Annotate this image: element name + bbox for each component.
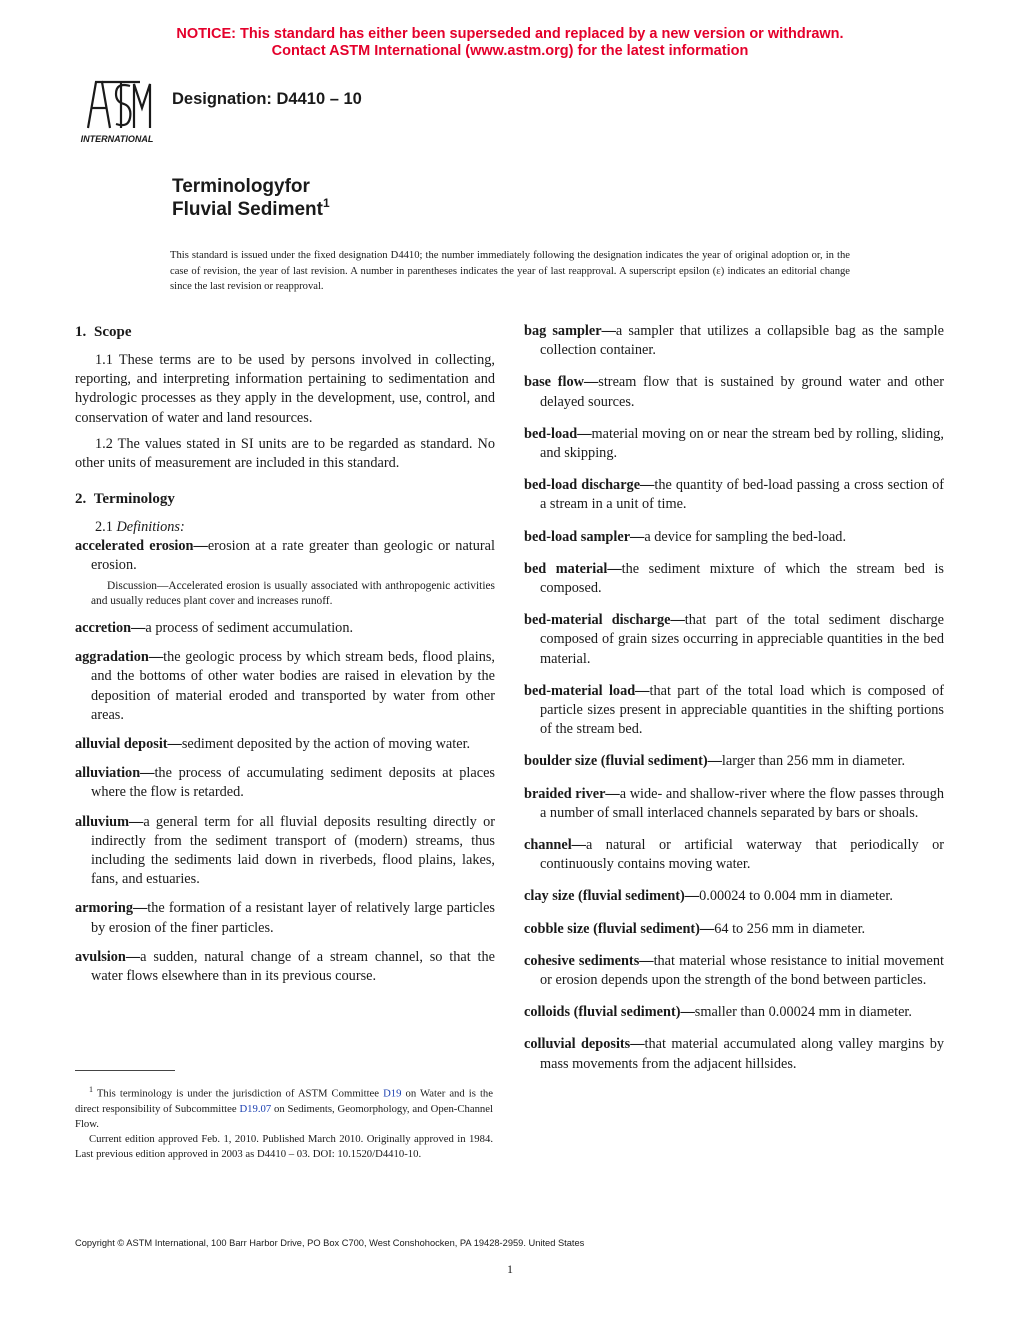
- term-definition: a device for sampling the bed-load.: [644, 528, 847, 545]
- term-entry: [524, 752, 944, 771]
- subsection-number: 2.1: [95, 519, 113, 536]
- term-entry: [524, 373, 944, 411]
- copyright-line: Copyright © ASTM International, 100 Barr Harbor Drive, PO Box C700, West Conshohocken, PA 19428-2959. United States: [75, 1238, 585, 1248]
- term-entry: [524, 322, 944, 360]
- term-entry: [524, 682, 944, 740]
- footnote-text: This terminology is under the jurisdiction of ASTM Committee: [96, 1087, 384, 1100]
- footnote-divider: [75, 1070, 175, 1071]
- title-line-1: Terminologyfor: [172, 176, 310, 197]
- term-entry: [524, 920, 944, 939]
- astm-logo-icon: [72, 74, 162, 146]
- section-number: 1.: [75, 324, 87, 340]
- term-name: base flow—: [524, 374, 599, 391]
- term-name: channel—: [524, 837, 586, 854]
- logo-subtext: INTERNATIONAL: [80, 134, 154, 144]
- term-name: accretion—: [75, 620, 146, 637]
- section-terminology-heading: [75, 489, 495, 509]
- term-entry: [524, 476, 944, 514]
- term-name: cobble size (fluvial sediment)—: [524, 920, 715, 937]
- term-definition: larger than 256 mm in diameter.: [721, 753, 906, 770]
- term-name: alluvial deposit—: [75, 736, 182, 753]
- term-name: boulder size (fluvial sediment)—: [524, 753, 722, 770]
- term-entry: [75, 648, 495, 725]
- section-scope-heading: [75, 322, 495, 342]
- term-name: bed-load sampler—: [524, 528, 645, 545]
- footnote-edition: Current edition approved Feb. 1, 2010. Published March 2010. Originally approved in 1984. Last previous edition approved in 2003 as D4410 – 03. DOI: 10.1520/D4410-10.: [75, 1132, 493, 1160]
- term-definition: 64 to 256 mm in diameter.: [714, 920, 866, 937]
- term-entry: [524, 560, 944, 598]
- footnote-mark: 1: [89, 1085, 93, 1094]
- term-entry: [75, 537, 495, 575]
- term-name: armoring—: [75, 900, 148, 917]
- term-entry: [524, 836, 944, 874]
- term-definition: that material whose resistance to initial movement or erosion depends upon the strength of the bond between particles.: [540, 952, 944, 989]
- right-column: [524, 322, 944, 1087]
- subcommittee-link[interactable]: D19.07: [239, 1102, 272, 1115]
- section-number: 2.: [75, 491, 87, 508]
- footnote-text: on Water and is the direct responsibility of Subcommittee: [75, 1087, 493, 1115]
- term-name: aggradation—: [75, 649, 164, 666]
- term-definition: a sudden, natural change of a stream channel, so that the water flows elsewhere than in its previous course.: [91, 948, 495, 985]
- designation: Designation: D4410 – 10: [172, 90, 362, 108]
- term-definition: a natural or artificial waterway that periodically or continuously contains moving water.: [540, 837, 944, 873]
- term-entry: [75, 813, 495, 890]
- term-definition: the process of accumulating sediment deposits at places where the flow is retarded.: [91, 765, 495, 801]
- term-definition: material moving on or near the stream bed by rolling, sliding, and skipping.: [540, 425, 944, 462]
- term-name: bed material—: [524, 560, 622, 577]
- supersession-notice: [0, 26, 1020, 60]
- term-name: colloids (fluvial sediment)—: [524, 1004, 695, 1021]
- term-entry: [75, 764, 495, 802]
- term-entry: [75, 619, 495, 638]
- term-entry: [75, 948, 495, 986]
- section-title: Terminology: [93, 491, 175, 508]
- term-name: bag sampler—: [524, 323, 616, 339]
- scope-paragraph-1: 1.1 These terms are to be used by persons involved in collecting, reporting, and interpreting information pertaining to sedimentation and hydrologic processes as they apply in the development, use, control, and conservation of water and land resources.: [75, 352, 495, 426]
- document-title: [172, 175, 330, 221]
- term-definition: erosion at a rate greater than geologic or natural erosion.: [91, 538, 495, 574]
- term-definition: a general term for all fluvial deposits resulting directly or indirectly from the sediment transport of (modern) streams, thus including the sediments laid down in riverbeds, flood plains, lakes, fans, and estuaries.: [91, 813, 495, 888]
- term-definition: 0.00024 to 0.004 mm in diameter.: [699, 888, 893, 905]
- term-name: cohesive sediments—: [524, 952, 654, 969]
- notice-line-2: Contact ASTM International (www.astm.org) for the latest information: [271, 43, 749, 59]
- issuance-statement: This standard is issued under the fixed designation D4410; the number immediately following the designation indicates the year of original adoption or, in the case of revision, the year of last revision. A number in parentheses indicates the year of last reapproval. A superscript epsilon (ε) indicates an editorial change since the last revision or reapproval.: [170, 250, 850, 292]
- term-name: bed-load—: [524, 425, 592, 442]
- term-entry: [524, 785, 944, 823]
- term-definition: the quantity of bed-load passing a cross section of a stream in a unit of time.: [540, 477, 945, 513]
- term-definition: the geologic process by which stream beds, flood plains, and the bottoms of other water bodies are raised in elevation by the deposition of material eroded and transported by water from other areas.: [91, 649, 495, 723]
- term-definition: that part of the total sediment discharge composed of grain sizes occurring in appreciable quantities in the bed material.: [540, 612, 944, 667]
- committee-link[interactable]: D19: [383, 1087, 402, 1100]
- term-entry: [524, 952, 944, 990]
- term-name: colluvial deposits—: [524, 1036, 645, 1053]
- term-entry: [524, 1035, 944, 1073]
- subsection-title: Definitions:: [116, 519, 185, 536]
- term-entry: [75, 735, 495, 754]
- term-definition: that part of the total load which is composed of particle sizes present in appreciable quantities in the shifting portions of the stream bed.: [540, 682, 944, 738]
- definitions-subheading: [75, 518, 495, 537]
- term-definition: smaller than 0.00024 mm in diameter.: [694, 1004, 912, 1021]
- term-definition: a process of sediment accumulation.: [145, 620, 354, 637]
- title-line-2: Fluvial Sediment: [172, 199, 323, 220]
- term-name: avulsion—: [75, 948, 141, 965]
- term-entry: [524, 887, 944, 906]
- term-entry: [524, 528, 944, 547]
- term-entry: [75, 899, 495, 937]
- term-definition: stream flow that is sustained by ground water and other delayed sources.: [540, 374, 945, 410]
- discussion-note: Discussion—Accelerated erosion is usually associated with anthropogenic activities and usually reduces plant cover and increases runoff.: [91, 579, 495, 607]
- term-name: bed-material discharge—: [524, 612, 685, 629]
- notice-line-1: NOTICE: This standard has either been superseded and replaced by a new version or withdrawn.: [176, 26, 844, 42]
- term-entry: [524, 1003, 944, 1022]
- left-column: [75, 322, 495, 996]
- footnote-text: on Sediments, Geomorphology, and Open-Channel Flow.: [75, 1102, 493, 1130]
- term-definition: a sampler that utilizes a collapsible bag as the sample collection container.: [540, 323, 944, 359]
- page-number: 1: [507, 1262, 513, 1276]
- term-name: accelerated erosion—: [75, 538, 208, 555]
- term-definition: sediment deposited by the action of moving water.: [181, 736, 471, 753]
- scope-paragraph-2: 1.2 The values stated in SI units are to be regarded as standard. No other units of measurement are included in this standard.: [75, 435, 495, 472]
- section-title: Scope: [94, 324, 132, 340]
- term-name: alluvium—: [75, 813, 144, 830]
- term-definition: the sediment mixture of which the stream bed is composed.: [540, 560, 944, 597]
- footnote-1: [75, 1082, 493, 1132]
- title-footnote-mark: 1: [322, 196, 330, 210]
- term-name: alluviation—: [75, 765, 155, 782]
- term-name: bed-material load—: [524, 682, 650, 699]
- term-name: clay size (fluvial sediment)—: [524, 888, 700, 905]
- term-entry: [524, 611, 944, 669]
- term-name: braided river—: [524, 785, 620, 802]
- term-definition: a wide- and shallow-river where the flow passes through a number of small interlaced channels separated by bars or shoals.: [540, 785, 944, 821]
- term-definition: the formation of a resistant layer of relatively large particles by erosion of the finer particles.: [91, 900, 495, 936]
- term-entry: [524, 425, 944, 463]
- footnotes: [75, 1082, 493, 1162]
- term-name: bed-load discharge—: [524, 477, 655, 494]
- term-definition: that material accumulated along valley margins by mass movements from the adjacent hillsides.: [540, 1036, 944, 1072]
